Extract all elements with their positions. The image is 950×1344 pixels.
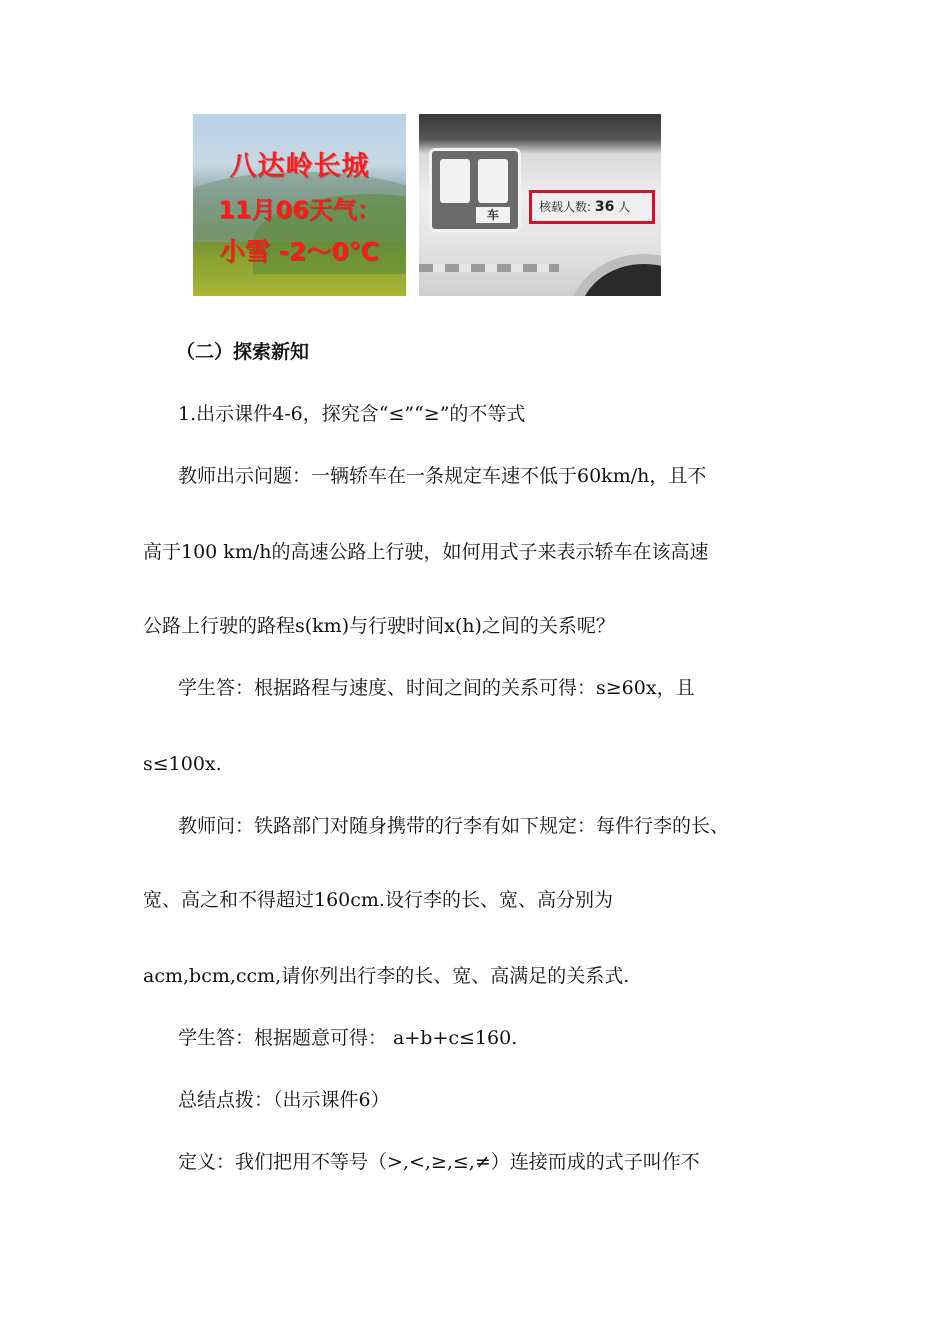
paragraph: 定义：我们把用不等号（>,<,≥,≤,≠）连接而成的式子叫作不 xyxy=(178,1151,700,1173)
capacity-label: 核载人数: xyxy=(539,200,592,214)
capacity-value: 36 xyxy=(594,199,615,215)
paragraph: 宽、高之和不得超过160cm.设行李的长、宽、高分别为 xyxy=(143,889,613,911)
weather-location: 八达岭长城 xyxy=(229,151,370,182)
paragraph: 总结点拨：（出示课件6） xyxy=(178,1089,390,1111)
child-icon xyxy=(440,159,470,203)
weather-condition: 小雪 -2～0℃ xyxy=(219,237,380,266)
paragraph: s≤100x. xyxy=(143,753,222,775)
paragraph: 教师出示问题：一辆轿车在一条规定车速不低于60km/h，且不 xyxy=(178,465,707,487)
school-bus-sign xyxy=(429,148,521,232)
section-heading: （二）探索新知 xyxy=(176,341,310,363)
paragraph: 公路上行驶的路程s(km)与行驶时间x(h)之间的关系呢？ xyxy=(143,615,615,637)
weather-date: 11月06天气： xyxy=(218,196,381,224)
capacity-label-box xyxy=(529,190,655,224)
weather-photo xyxy=(193,114,406,296)
paragraph: acm,bcm,ccm,请你列出行李的长、宽、高满足的关系式. xyxy=(143,965,630,987)
paragraph: 高于100 km/h的高速公路上行驶，如何用式子来表示轿车在该高速 xyxy=(143,541,709,563)
paragraph: 1.出示课件4-6，探究含“≤”“≥”的不等式 xyxy=(178,403,526,425)
child-icon xyxy=(478,159,508,203)
paragraph: 学生答：根据路程与速度、时间之间的关系可得：s≥60x，且 xyxy=(178,677,695,699)
vehicle-capacity-photo xyxy=(419,114,661,296)
sign-label: 车 xyxy=(476,207,510,223)
wheel-shape xyxy=(569,254,661,296)
capacity-unit: 人 xyxy=(618,200,631,214)
paragraph: 教师问：铁路部门对随身携带的行李有如下规定：每件行李的长、 xyxy=(178,815,730,837)
vehicle-stripe xyxy=(419,264,559,272)
paragraph: 学生答：根据题意可得： a+b+c≤160. xyxy=(178,1027,518,1049)
